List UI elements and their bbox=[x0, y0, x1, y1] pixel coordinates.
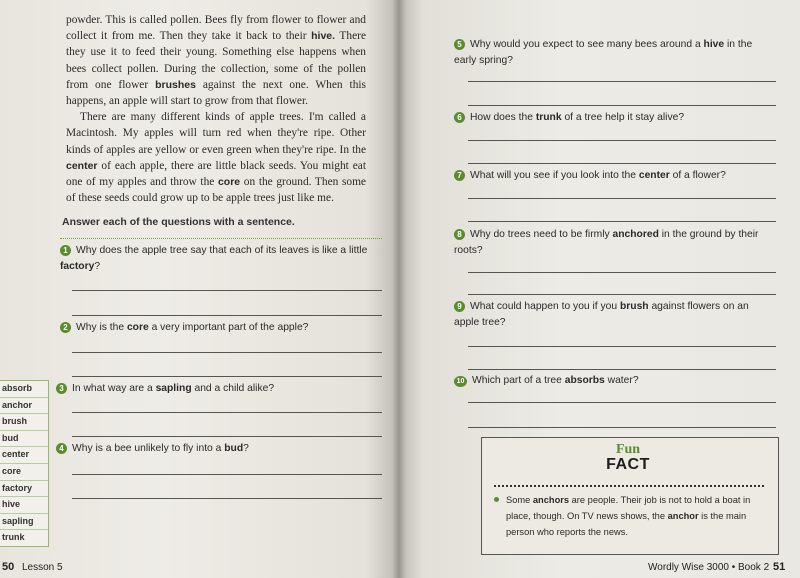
question-number-5: 5 bbox=[454, 39, 465, 50]
word-list-item: center bbox=[0, 447, 48, 464]
question-8 bbox=[454, 227, 774, 259]
answer-line-2b[interactable] bbox=[72, 376, 382, 377]
story-paragraph-1: powder. This is called pollen. Bees fly from flower to flower and collect it from me. Then they take it back to their hive. There they use it to feed their young. Something else happens when bees collect pollen. During the collection, some of the pollen from one flower brushes against the next one. When this happens, an apple will start to grow from that flower. bbox=[66, 14, 366, 108]
question-3 bbox=[56, 381, 376, 397]
question-6-text: How does the trunk of a tree help it stay alive? bbox=[470, 112, 685, 123]
answer-line-9a[interactable] bbox=[468, 346, 776, 347]
question-5 bbox=[454, 37, 774, 69]
bullet-icon bbox=[494, 497, 499, 502]
vocabulary-word: absorbs bbox=[564, 375, 605, 386]
page-number-left: 50 bbox=[2, 561, 15, 573]
question-8-text: Why do trees need to be firmly anchored in the ground by their roots? bbox=[454, 229, 759, 256]
vocabulary-word: core bbox=[126, 322, 149, 333]
answer-line-7b[interactable] bbox=[468, 221, 776, 222]
answer-line-2a[interactable] bbox=[72, 352, 382, 353]
answer-line-9b[interactable] bbox=[468, 369, 776, 370]
answer-line-5a[interactable] bbox=[468, 81, 776, 82]
question-9-text: What could happen to you if you brush against flowers on an apple tree? bbox=[454, 301, 749, 328]
word-list-item: bud bbox=[0, 431, 48, 448]
word-list-item: anchor bbox=[0, 398, 48, 415]
vocabulary-word: anchors bbox=[532, 495, 570, 505]
question-number-9: 9 bbox=[454, 301, 465, 312]
question-2 bbox=[60, 320, 380, 336]
vocabulary-word: brush bbox=[619, 301, 649, 312]
word-list-item: absorb bbox=[0, 381, 48, 398]
answer-line-7a[interactable] bbox=[468, 198, 776, 199]
vocabulary-word: hive bbox=[703, 39, 725, 50]
lesson-label: Lesson 5 bbox=[22, 562, 63, 573]
vocabulary-word: factory bbox=[60, 261, 95, 272]
word-list-item: sapling bbox=[0, 514, 48, 531]
question-3-text: In what way are a sapling and a child alike? bbox=[72, 383, 275, 394]
vocabulary-word: center bbox=[638, 170, 670, 181]
question-number-6: 6 bbox=[454, 112, 465, 123]
answer-line-6b[interactable] bbox=[468, 163, 776, 164]
vocabulary-word: anchored bbox=[612, 229, 659, 240]
vocabulary-word: anchor bbox=[667, 511, 699, 521]
dotted-divider bbox=[60, 238, 382, 239]
word-list bbox=[0, 380, 49, 547]
question-number-2: 2 bbox=[60, 322, 71, 333]
fun-fact-divider bbox=[494, 485, 764, 487]
answer-line-1b[interactable] bbox=[72, 315, 382, 316]
vocabulary-word: bud bbox=[224, 443, 244, 454]
word-list-item: brush bbox=[0, 414, 48, 431]
question-number-7: 7 bbox=[454, 170, 465, 181]
answer-line-1a[interactable] bbox=[72, 290, 382, 291]
question-10 bbox=[454, 373, 774, 389]
question-number-10: 10 bbox=[454, 376, 467, 387]
story-text bbox=[66, 12, 366, 206]
vocabulary-word: brushes bbox=[155, 78, 196, 91]
answer-line-6a[interactable] bbox=[468, 140, 776, 141]
answer-line-10b[interactable] bbox=[468, 427, 776, 428]
question-4 bbox=[56, 441, 376, 457]
question-number-1: 1 bbox=[60, 245, 71, 256]
question-1-text: Why does the apple tree say that each of its leaves is like a little factory? bbox=[60, 245, 368, 272]
answer-line-5b[interactable] bbox=[468, 105, 776, 106]
question-number-3: 3 bbox=[56, 383, 67, 394]
vocabulary-word: trunk bbox=[535, 112, 562, 123]
answer-line-8a[interactable] bbox=[468, 272, 776, 273]
fun-fact-fact-label: FACT bbox=[606, 456, 650, 473]
book-title: Wordly Wise 3000 • Book 2 bbox=[648, 562, 770, 573]
fun-fact-fun-label: Fun bbox=[615, 442, 641, 457]
word-list-item: core bbox=[0, 464, 48, 481]
vocabulary-word: hive. bbox=[311, 30, 336, 43]
question-2-text: Why is the core a very important part of the apple? bbox=[76, 322, 309, 333]
question-10-text: Which part of a tree absorbs water? bbox=[472, 375, 639, 386]
answer-line-4a[interactable] bbox=[72, 474, 382, 475]
question-9 bbox=[454, 299, 774, 331]
fun-fact-text: Some anchors are people. Their job is not to hold a boat in place, though. On TV news shows, the anchor is the main person who reports the news. bbox=[506, 495, 751, 537]
answer-line-4b[interactable] bbox=[72, 498, 382, 499]
fun-fact-heading bbox=[598, 442, 658, 478]
answer-line-10a[interactable] bbox=[468, 402, 776, 403]
question-5-text: Why would you expect to see many bees around a hive in the early spring? bbox=[454, 39, 753, 66]
vocabulary-word: core bbox=[217, 176, 241, 189]
word-list-item: hive bbox=[0, 497, 48, 514]
vocabulary-word: sapling bbox=[155, 383, 192, 394]
instructions: Answer each of the questions with a sentence. bbox=[62, 216, 295, 228]
page-number-right: 51 bbox=[773, 561, 786, 573]
question-7 bbox=[454, 168, 774, 184]
question-number-8: 8 bbox=[454, 229, 465, 240]
story-paragraph-2: There are many different kinds of apple trees. I'm called a Macintosh. My apples will turn red when they're ripe. Other kinds of apples are yellow or even green when they're ripe. In the center of each apple, there are little black seeds. You might eat one of my apples and throw the core on the ground. Then some of these seeds could grow up to be apple trees just like me. bbox=[66, 111, 366, 205]
word-list-item: trunk bbox=[2, 532, 25, 543]
question-6 bbox=[454, 110, 774, 126]
question-number-4: 4 bbox=[56, 443, 67, 454]
question-4-text: Why is a bee unlikely to fly into a bud? bbox=[72, 443, 249, 454]
answer-line-3b[interactable] bbox=[72, 436, 382, 437]
fun-fact-box bbox=[481, 437, 779, 555]
left-page bbox=[0, 0, 398, 578]
question-7-text: What will you see if you look into the center of a flower? bbox=[470, 170, 726, 181]
question-1 bbox=[60, 243, 380, 275]
vocabulary-word: center bbox=[66, 159, 98, 172]
answer-line-8b[interactable] bbox=[468, 294, 776, 295]
answer-line-3a[interactable] bbox=[72, 412, 382, 413]
word-list-item: factory bbox=[0, 481, 48, 498]
book-gutter bbox=[392, 0, 406, 578]
